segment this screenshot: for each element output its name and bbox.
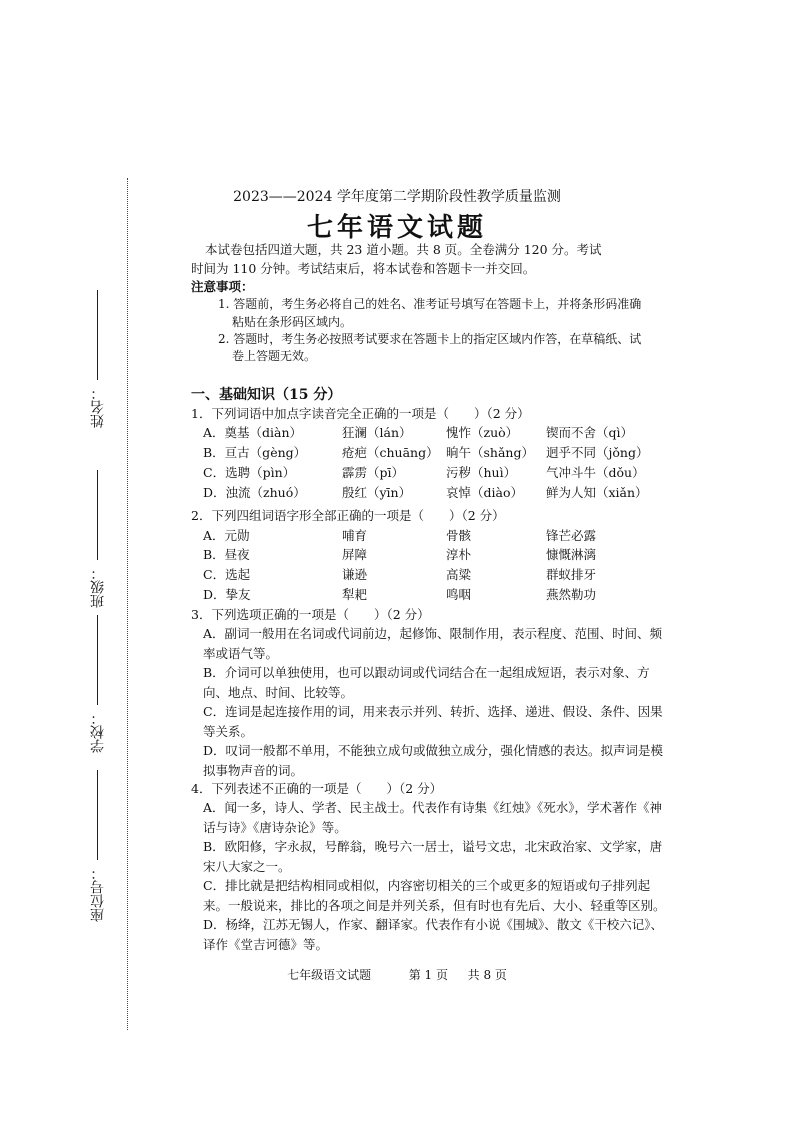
q2-a-2: 哺育 — [342, 528, 368, 543]
name-label: 姓名： — [90, 386, 106, 428]
seat-blank — [98, 770, 99, 860]
q3-option-c[interactable]: C．连词是起连接作用的词，用来表示并列、转折、选择、递进、假设、条件、因果等关系。 — [203, 704, 663, 739]
q1-d-4: 鲜为人知（xiǎn） — [546, 485, 648, 500]
note-2b: 卷上答题无效。 — [232, 349, 317, 363]
note-2a: 2. 答题时，考生务必按照考试要求在答题卡上的指定区域内作答，在草稿纸、试 — [218, 332, 642, 346]
q1-stem: 1．下列词语中加点字读音完全正确的一项是（ ）（2 分） — [191, 406, 530, 421]
q1-b-3: 晌午（shǎng） — [446, 445, 534, 460]
q4-option-c[interactable]: C．排比就是把结构相同或相似，内容密切相关的三个或更多的短语或句子排列起来。一般说来，排比的各项之间是并列关系，但有时也有先后、大小、轻重等区别。 — [203, 878, 666, 913]
name-field[interactable] — [88, 290, 108, 428]
note-1b: 粘贴在条形码区域内。 — [232, 315, 353, 329]
q2-c-1[interactable]: C．选起 — [203, 567, 251, 582]
school-field[interactable] — [88, 615, 108, 753]
q2-d-1[interactable]: D．挚友 — [203, 587, 251, 602]
intro-line-2: 时间为 110 分钟。考试结束后，将本试卷和答题卡一并交回。 — [191, 261, 536, 276]
q2-b-1[interactable]: B．昼夜 — [203, 547, 250, 562]
q1-b-4: 迥乎不同（jǒng） — [546, 445, 649, 460]
name-blank — [98, 290, 99, 380]
q2-a-4: 锋芒必露 — [546, 528, 597, 543]
q1-a-1[interactable]: A．奠基（diàn） — [203, 425, 303, 440]
q2-d-2: 犁耙 — [342, 587, 368, 602]
note-1a: 1. 答题前，考生务必将自己的姓名、准考证号填写在答题卡上，并将条形码准确 — [218, 297, 642, 311]
q1-b-2: 疮疤（chuāng） — [342, 445, 439, 460]
q4-option-d[interactable]: D．杨绛，江苏无锡人，作家、翻译家。代表作有小说《围城》、散文《干校六记》、译作《堂吉诃德》等。 — [203, 917, 664, 952]
q2-c-4: 群蚁排牙 — [546, 567, 597, 582]
intro-line-1: 本试卷包括四道大题，共 23 道小题。共 8 页。全卷满分 120 分。考试 — [205, 242, 602, 257]
notes-title: 注意事项： — [191, 279, 254, 294]
q1-a-4: 锲而不舍（qì） — [546, 425, 633, 440]
q3-option-b[interactable]: B．介词可以单独使用，也可以跟动词或代词结合在一起组成短语，表示对象、方向、地点、时间、比较等。 — [203, 665, 650, 700]
q3-option-d[interactable]: D．叹词一般都不单用，不能独立成句或做独立成分，强化情感的表达。拟声词是模拟事物声音的词。 — [203, 743, 664, 778]
q2-d-4: 燕然勒功 — [546, 587, 597, 602]
footer-subject: 七年级语文试题 — [287, 968, 372, 982]
q1-d-3: 哀悼（diào） — [446, 485, 523, 500]
q2-a-3: 骨骸 — [446, 528, 472, 543]
q1-c-4: 气冲斗牛（dǒu） — [546, 465, 645, 480]
q1-a-2: 狂澜（lán） — [342, 425, 412, 440]
q1-d-1[interactable]: D．浊流（zhuó） — [203, 485, 306, 500]
q1-d-2: 殷红（yīn） — [342, 485, 412, 500]
q2-a-1[interactable]: A．元勋 — [203, 528, 250, 543]
q1-c-1[interactable]: C．选聘（pìn） — [203, 465, 296, 480]
school-label: 学校： — [90, 711, 106, 753]
class-label: 班级： — [90, 566, 106, 608]
page-title: 七年语文试题 — [306, 213, 487, 243]
q4-option-b[interactable]: B．欧阳修，字永叔，号醉翁，晚号六一居士，谥号文忠，北宋政治家、文学家，唐宋八大家之一。 — [203, 839, 663, 874]
footer-total: 共 8 页 — [467, 968, 507, 982]
seat-field[interactable] — [88, 770, 108, 922]
q3-stem: 3．下列选项正确的一项是（ ）（2 分） — [191, 607, 430, 622]
q1-c-2: 霹雳（pī） — [342, 465, 404, 480]
q2-stem: 2．下列四组词语字形全部正确的一项是（ ）（2 分） — [191, 508, 505, 523]
q2-c-3: 高粱 — [446, 567, 472, 582]
footer-page: 第 1 页 — [408, 968, 448, 982]
binding-line — [127, 178, 128, 1030]
exam-line: 2023——2024 学年度第二学期阶段性教学质量监测 — [233, 189, 561, 205]
class-blank — [98, 470, 99, 560]
section-title: 一、基础知识（15 分） — [191, 387, 342, 403]
q4-option-a[interactable]: A．闻一多，诗人、学者、民主战士。代表作有诗集《红烛》《死水》，学术著作《神话与诗》《唐诗杂论》等。 — [203, 800, 663, 835]
school-blank — [98, 615, 99, 705]
q3-option-a[interactable]: A．副词一般用在名词或代词前边，起修饰、限制作用，表示程度、范围、时间、频率或语气等。 — [203, 626, 663, 661]
q1-a-3: 愧怍（zuò） — [446, 425, 519, 440]
q2-d-3: 鸣咽 — [446, 587, 472, 602]
page-footer — [0, 966, 794, 983]
q2-b-2: 屏障 — [342, 547, 368, 562]
q4-stem: 4．下列表述不正确的一项是（ ）（2 分） — [191, 781, 443, 796]
q1-b-1[interactable]: B．亘古（gèng） — [203, 445, 307, 460]
q2-b-4: 慷慨淋漓 — [546, 547, 597, 562]
q2-b-3: 淳朴 — [446, 547, 472, 562]
q2-c-2: 谦逊 — [342, 567, 368, 582]
seat-label: 座位号： — [90, 866, 106, 922]
class-field[interactable] — [88, 470, 108, 608]
q1-c-3: 污秽（huì） — [446, 465, 517, 480]
